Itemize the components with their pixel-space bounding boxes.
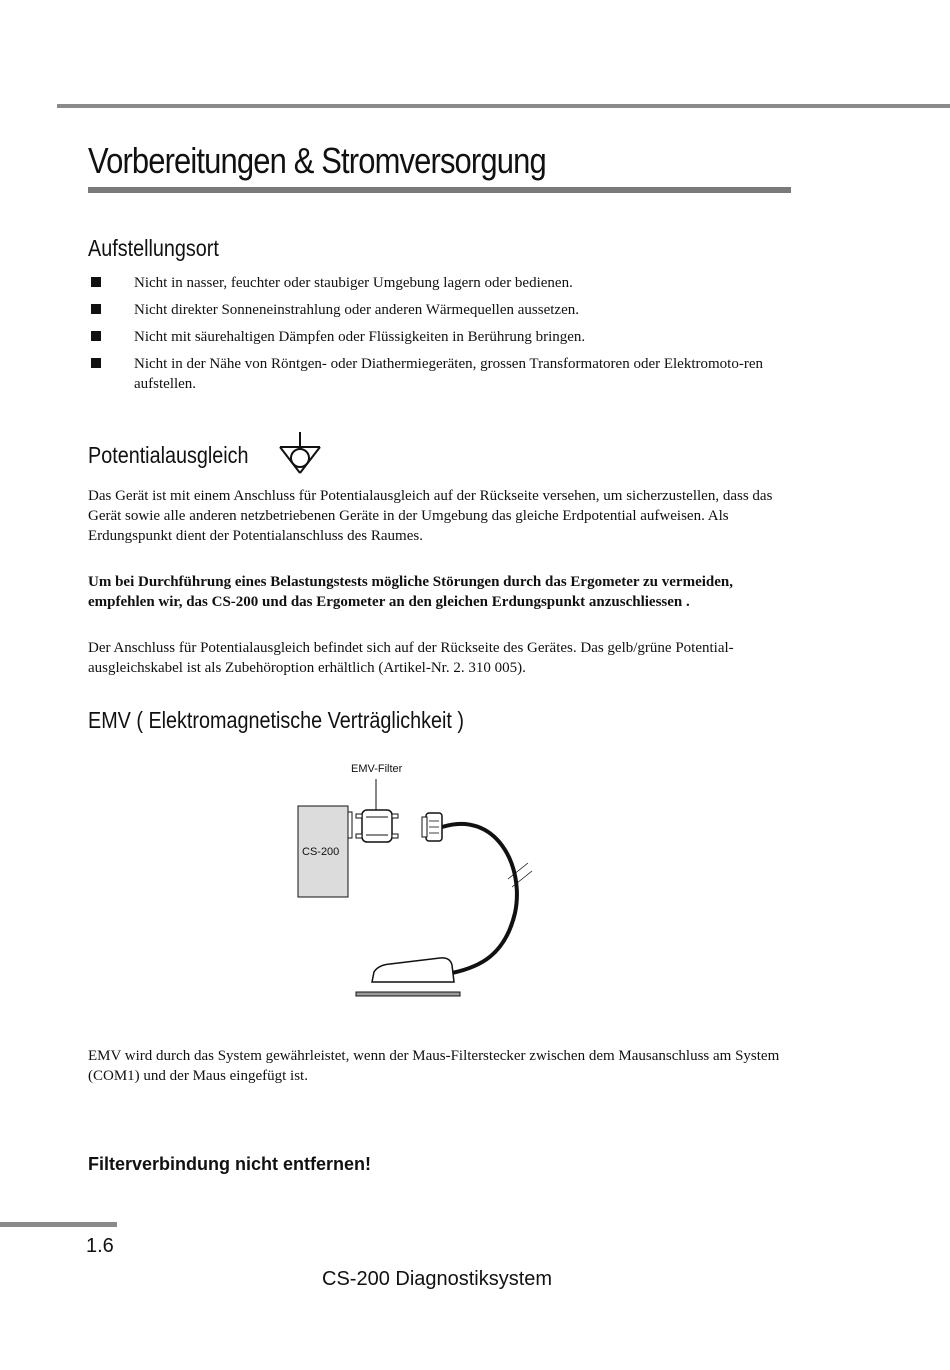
cs200-device-label: CS-200 [302,846,340,858]
mouse-cable-shape [442,824,517,973]
mouse-shape [372,958,454,982]
top-rule [57,104,950,108]
potentialausgleich-paragraph-1: Das Gerät ist mit einem Anschluss für Potentialausgleich auf der Rückseite versehen, um sicherzustellen, dass das Gerät sowie alle anderen netzbetriebenen Geräte in der Umgebung das gleiche Erdpotential aufweisen. Als Erdungspunkt dient der Potentialanschluss des Raumes. [88,488,773,544]
page-number: 1.6 [86,1235,114,1257]
list-item [88,300,788,320]
list-item-text: Nicht in nasser, feuchter oder staubiger Umgebung lagern oder bedienen. [134,275,573,291]
list-item-text: Nicht direkter Sonneneinstrahlung oder anderen Wärmequellen aussetzen. [134,302,579,318]
potentialausgleich-paragraph-3: Der Anschluss für Potentialausgleich befindet sich auf der Rückseite des Gerätes. Das gelb/grüne Potential-ausgleichskabel ist als Zubehöroption erhältlich (Artikel-Nr. 2. 310 005). [88,640,734,676]
section-heading-potentialausgleich: Potentialausgleich [88,442,249,468]
device-port-shape [348,812,352,838]
mousepad-shape [356,992,460,996]
bullet-square-icon [91,358,101,368]
list-item-text: Nicht mit säurehaltigen Dämpfen oder Flüssigkeiten in Berührung bringen. [134,329,586,345]
section-heading-aufstellungsort: Aufstellungsort [88,235,219,261]
aufstellungsort-list [88,273,788,401]
page-title: Vorbereitungen & Stromversorgung [88,140,546,181]
title-underline [88,187,791,193]
potentialausgleich-paragraph-bold: Um bei Durchführung eines Belastungstests mögliche Störungen durch das Ergometer zu vermeiden, empfehlen wir, das CS-200 und das Ergometer an den gleichen Erdungspunkt anzuschliessen . [88,574,733,610]
emv-figure [290,755,550,1010]
bullet-square-icon [91,304,101,314]
filter-warning: Filterverbindung nicht entfernen! [88,1154,372,1174]
footer-title: CS-200 Diagnostiksystem [322,1268,553,1290]
bullet-square-icon [91,277,101,287]
emv-connection-diagram [290,755,550,1005]
bottom-rule [0,1222,117,1227]
list-item-text: Nicht in der Nähe von Röntgen- oder Diathermiegeräten, grossen Transformatoren oder Elektromoto-ren aufstellen. [134,356,763,392]
list-item [88,327,788,347]
equipotential-ground-icon [276,430,324,476]
emv-paragraph: EMV wird durch das System gewährleistet, wenn der Maus-Filterstecker zwischen dem Mausanschluss am System (COM1) und der Maus eingefügt ist. [88,1048,780,1084]
emv-filter-shape [362,810,392,842]
list-item [88,354,788,394]
list-item [88,273,788,293]
section-heading-emv: EMV ( Elektromagnetische Verträglichkeit ) [88,707,464,733]
bullet-square-icon [91,331,101,341]
emv-filter-label: EMV-Filter [351,763,403,775]
